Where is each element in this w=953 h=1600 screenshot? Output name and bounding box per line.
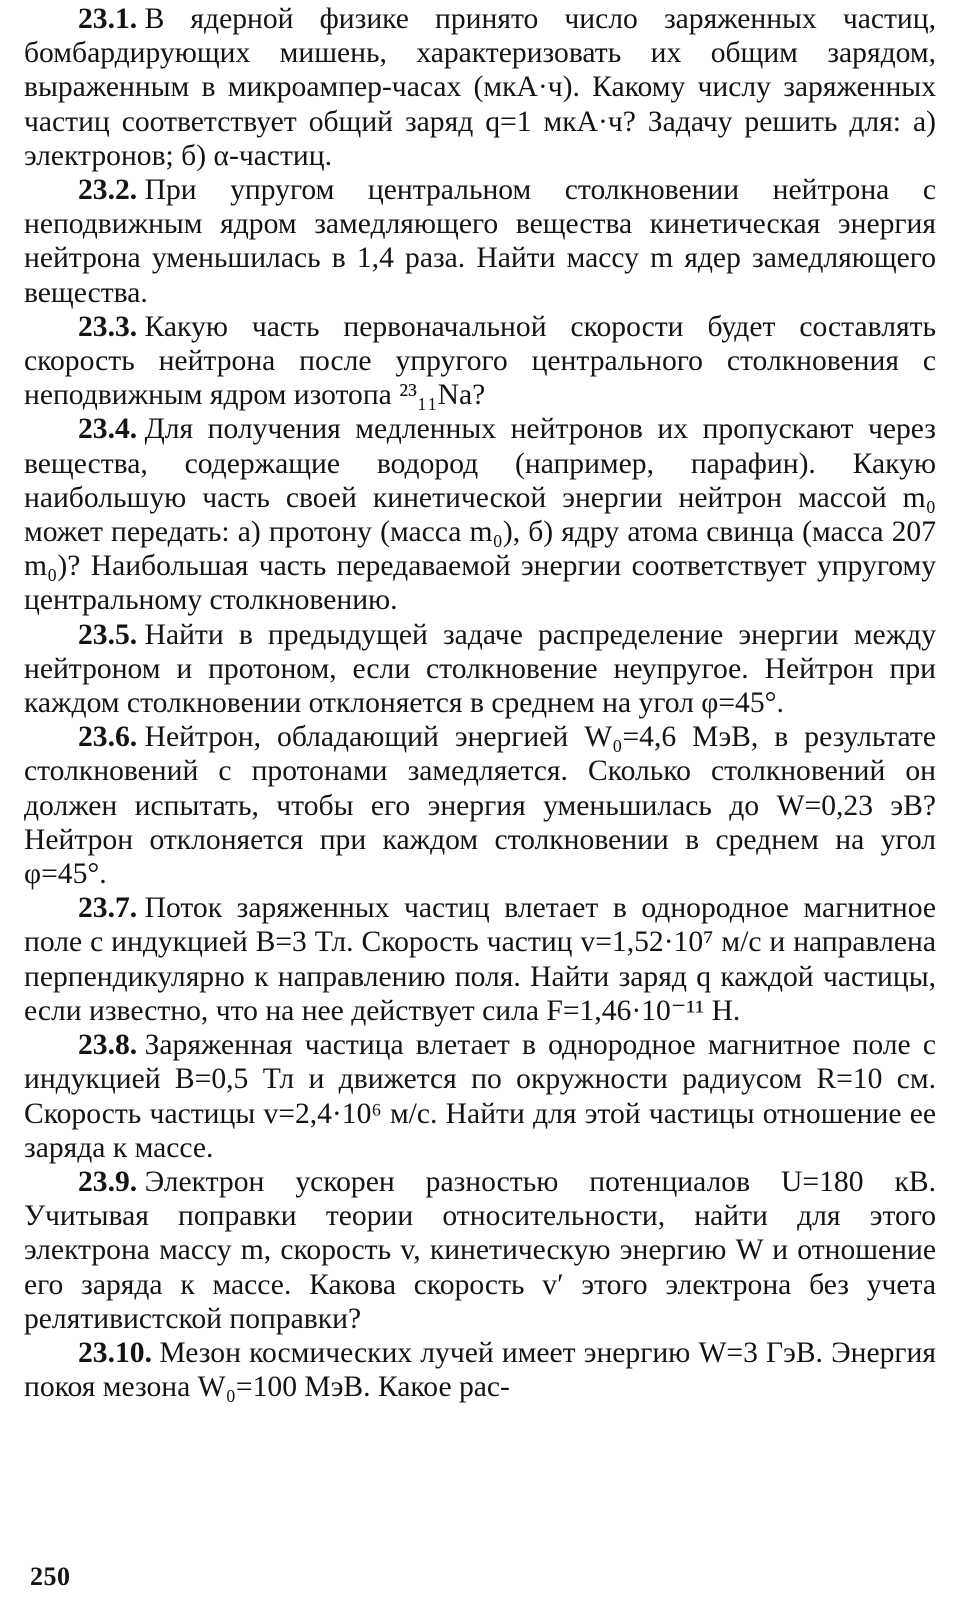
problem-text: Заряженная частица влетает в однородное магнитное поле с индукцией B=0,5 Тл и движется по окружности радиусом R=10 см. Скорость частицы v=2,4·10⁶ м/с. Найти для этой частицы отношение ее заряда к массе.: [24, 1029, 936, 1164]
problem-text: Какую часть первоначальной скорости будет составлять скорость нейтрона после упругого центрального столкновения с неподвижным ядром изотопа ²³₁₁Na?: [24, 310, 936, 412]
problem-23-1: [24, 2, 936, 173]
problem-text: Мезон космических лучей имеет энергию W=3 ГэВ. Энергия покоя мезона W₀=100 МэВ. Какое рас-: [24, 1336, 936, 1404]
problem-number: 23.4.: [78, 413, 138, 446]
problem-text: Электрон ускорен разностью потенциалов U=180 кВ. Учитывая поправки теории относительности, найти для этого электрона массу m, скорость v, кинетическую энергию W и отношение его заряда к массе. Какова скорость v′ этого электрона без учета релятивистской поправки?: [24, 1165, 936, 1335]
problem-number: 23.8.: [78, 1029, 138, 1062]
problem-number: 23.9.: [78, 1165, 138, 1198]
problem-23-2: [24, 173, 936, 310]
problem-23-3: [24, 310, 936, 413]
problem-23-9: [24, 1165, 936, 1336]
page-body: [24, 2, 936, 1404]
problem-number: 23.7.: [78, 892, 138, 925]
problem-23-5: [24, 618, 936, 721]
page-number: 250: [30, 1562, 71, 1591]
problem-number: 23.3.: [78, 310, 138, 343]
problem-number: 23.1.: [78, 3, 138, 35]
problem-number: 23.5.: [78, 618, 138, 651]
problem-23-7: [24, 891, 936, 1028]
problem-23-4: [24, 412, 936, 617]
problem-number: 23.2.: [78, 174, 138, 207]
problem-text: Поток заряженных частиц влетает в однородное магнитное поле с индукцией B=3 Тл. Скорость частиц v=1,52·10⁷ м/с и направлена перпендикулярно к направлению поля. Найти заряд q каждой частицы, если известно, что на нее действует сила F=1,46·10⁻¹¹ Н.: [24, 892, 936, 1027]
problem-number: 23.6.: [78, 721, 138, 754]
problem-23-6: [24, 720, 936, 891]
problem-text: Нейтрон, обладающий энергией W₀=4,6 МэВ, в результате столкновений с протонами замедляется. Сколько столкновений он должен испытать, чтобы его энергия уменьшилась до W=0,23 эВ? Нейтрон отклоняется при каждом столкновении в среднем на угол φ=45°.: [24, 721, 936, 891]
problem-number: 23.10.: [78, 1336, 152, 1369]
problem-23-8: [24, 1028, 936, 1165]
problem-text: В ядерной физике принято число заряженных частиц, бомбардирующих мишень, характеризовать их общим зарядом, выраженным в микроампер-часах (мкА·ч). Какому числу заряженных частиц соответствует общий заряд q=1 мкА·ч? Задачу решить для: а) электронов; б) α-частиц.: [24, 3, 936, 172]
problem-23-10: [24, 1336, 936, 1404]
problem-text: Найти в предыдущей задаче распределение энергии между нейтроном и протоном, если столкновение неупругое. Нейтрон при каждом столкновении отклоняется в среднем на угол φ=45°.: [24, 618, 936, 720]
problem-text: Для получения медленных нейтронов их пропускают через вещества, содержащие водород (например, парафин). Какую наибольшую часть своей кинетической энергии нейтрон массой m₀ может передать: а) протону (масса m₀), б) ядру атома свинца (масса 207 m₀)? Наибольшая часть передаваемой энергии соответствует упругому центральному столкновению.: [24, 413, 936, 617]
problem-text: При упругом центральном столкновении нейтрона с неподвижным ядром замедляющего вещества кинетическая энергия нейтрона уменьшилась в 1,4 раза. Найти массу m ядер замедляющего вещества.: [24, 174, 936, 309]
